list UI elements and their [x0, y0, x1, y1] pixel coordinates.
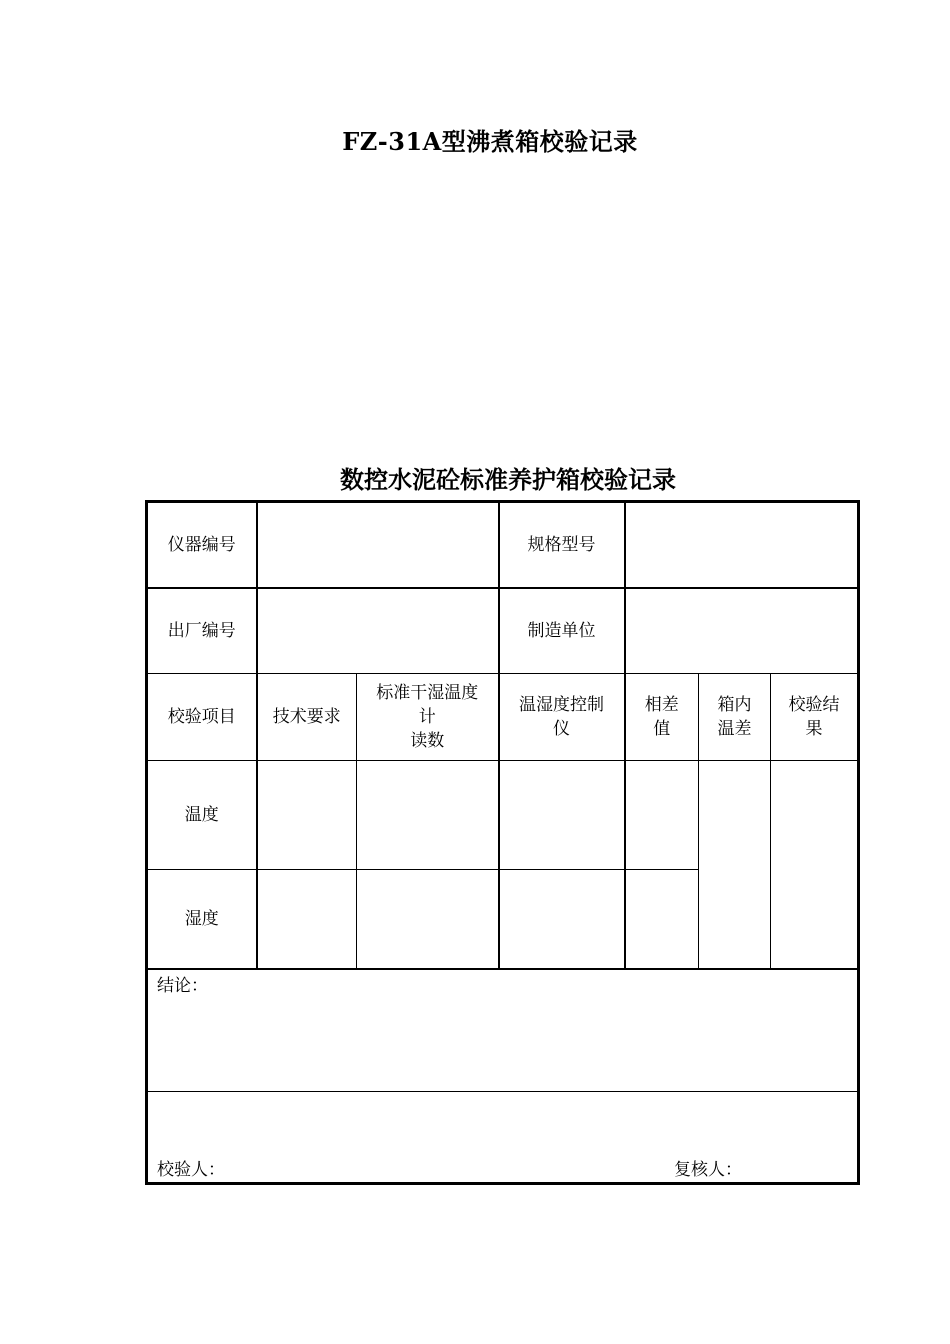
table-title: 数控水泥砼标准养护箱校验记录 [340, 465, 676, 494]
result-value[interactable] [771, 761, 859, 969]
humidity-std-reading[interactable] [357, 870, 499, 969]
header-inner-diff: 箱内温差 [699, 674, 771, 761]
factory-no-label: 出厂编号 [147, 588, 257, 674]
conclusion-cell[interactable] [147, 969, 859, 1092]
document-title: FZ-31A型沸煮箱校验记录 [342, 127, 638, 156]
reviewer-label: 复核人： [674, 1160, 742, 1180]
verifier-label: 校验人： [157, 1160, 225, 1180]
model-label: 规格型号 [499, 502, 625, 588]
header-item: 校验项目 [147, 674, 257, 761]
factory-no-value[interactable] [257, 588, 499, 674]
model-value[interactable] [625, 502, 859, 588]
row-factory-no [147, 588, 859, 674]
conclusion-label: 结论： [157, 975, 208, 996]
temperature-label: 温度 [147, 761, 257, 870]
header-controller: 温湿度控制仪 [499, 674, 625, 761]
manufacturer-label: 制造单位 [499, 588, 625, 674]
humidity-tech-req[interactable] [257, 870, 357, 969]
humidity-controller[interactable] [499, 870, 625, 969]
header-result: 校验结果 [771, 674, 859, 761]
instrument-no-label: 仪器编号 [147, 502, 257, 588]
temperature-controller[interactable] [499, 761, 625, 870]
calibration-record-table [145, 500, 860, 1185]
temperature-difference[interactable] [625, 761, 699, 870]
row-instrument-no [147, 502, 859, 588]
inner-temp-diff-value[interactable] [699, 761, 771, 969]
signature-cell [147, 1092, 859, 1184]
manufacturer-value[interactable] [625, 588, 859, 674]
humidity-difference[interactable] [625, 870, 699, 969]
instrument-no-value[interactable] [257, 502, 499, 588]
temperature-std-reading[interactable] [357, 761, 499, 870]
header-tech-req: 技术要求 [257, 674, 357, 761]
temperature-tech-req[interactable] [257, 761, 357, 870]
header-difference: 相差值 [625, 674, 699, 761]
row-temperature [147, 761, 859, 870]
header-row [147, 674, 859, 761]
humidity-label: 湿度 [147, 870, 257, 969]
row-conclusion [147, 969, 859, 1092]
row-signatures [147, 1092, 859, 1184]
header-std-reading: 标准干湿温度计 读数 [357, 674, 499, 761]
